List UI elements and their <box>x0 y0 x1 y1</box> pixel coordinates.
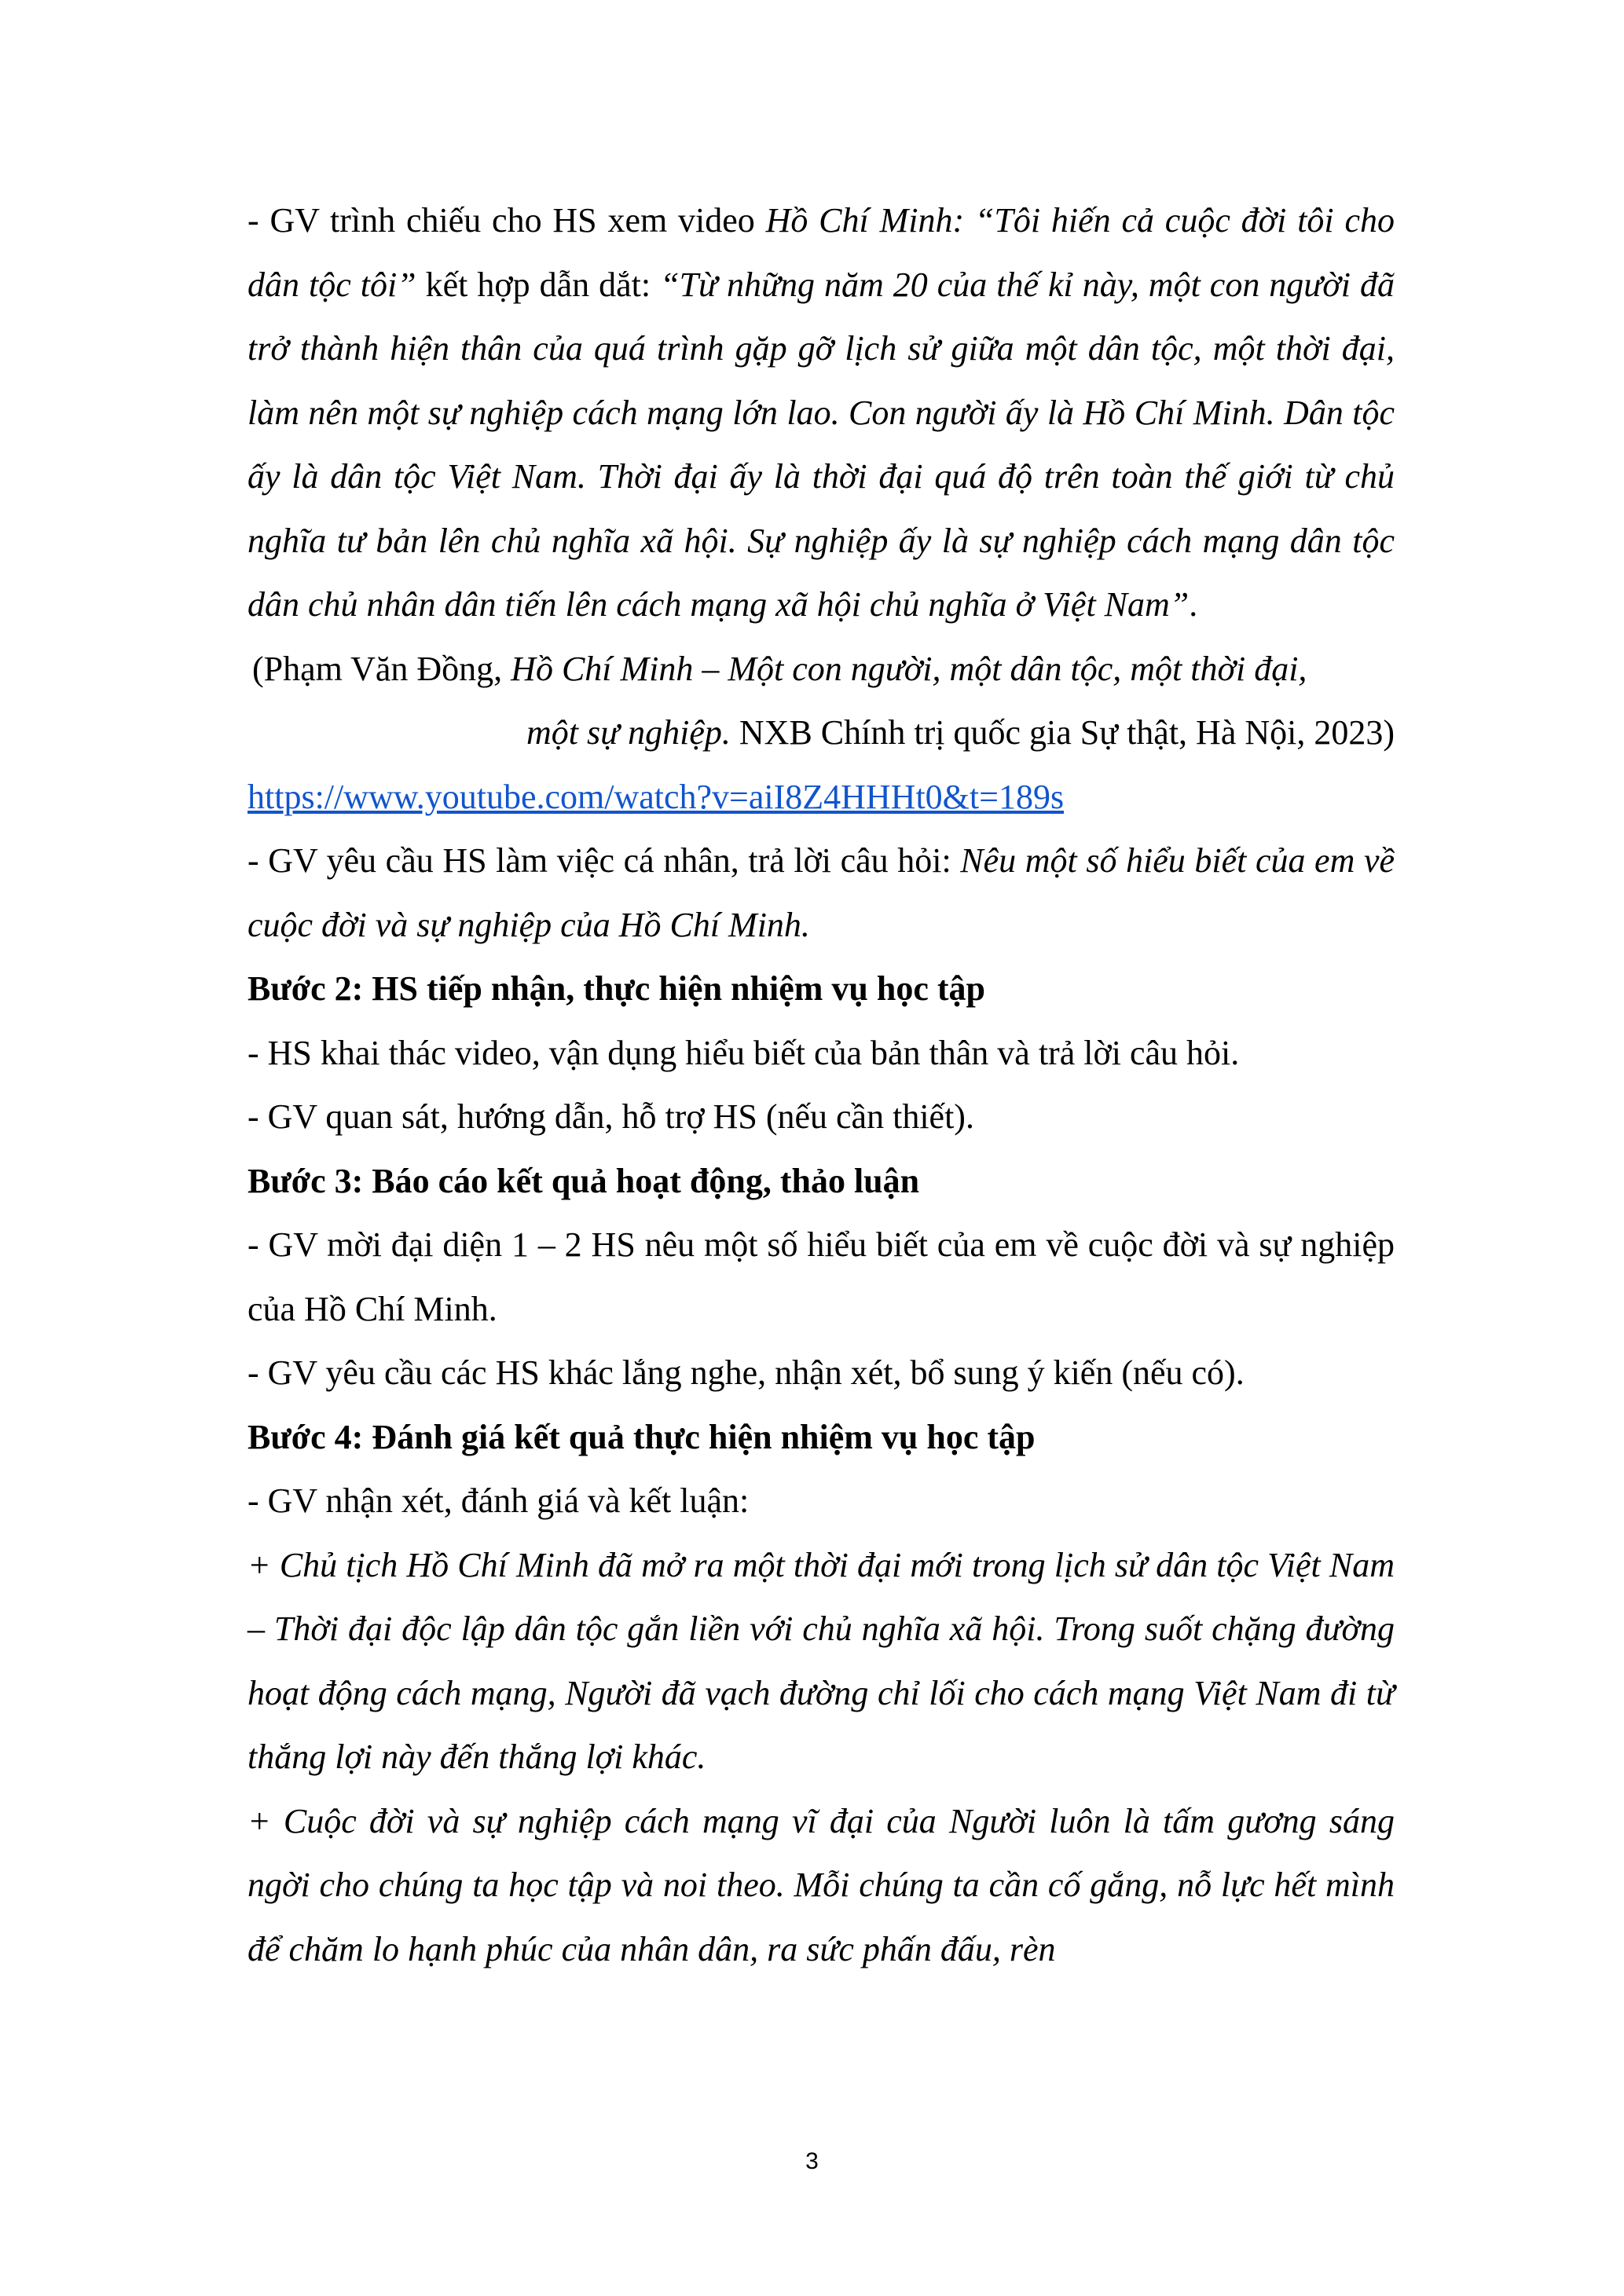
step-3-line-2: - GV yêu cầu các HS khác lắng nghe, nhận xét, bổ sung ý kiến (nếu có). <box>247 1353 1245 1392</box>
quote-text: “Từ những năm 20 của thế kỉ này, một con người đã trở thành hiện thân của quá trình gặp gỡ lịch sử giữa một dân tộc, một thời đại, làm nên một sự nghiệp cách mạng lớn lao. Con người ấy là Hồ Chí Minh. Dân tộc ấy là dân tộc Việt Nam. Thời đại ấy là thời đại quá độ trên toàn thế giới từ chủ nghĩa tư bản lên chủ nghĩa xã hội. Sự nghiệp ấy là sự nghiệp cách mạng dân tộc dân chủ nhân dân tiến lên cách mạng xã hội chủ nghĩa ở Việt Nam” <box>247 265 1395 624</box>
step-2-line-1: - HS khai thác video, vận dụng hiểu biết của bản thân và trả lời câu hỏi. <box>247 1033 1240 1072</box>
step-2-heading: Bước 2: HS tiếp nhận, thực hiện nhiệm vụ học tập <box>247 969 985 1008</box>
citation-line-2 <box>247 701 1395 765</box>
step-4-heading: Bước 4: Đánh giá kết quả thực hiện nhiệm vụ học tập <box>247 1417 1036 1456</box>
intro-paragraph <box>247 189 1395 637</box>
citation-publisher: NXB Chính trị quốc gia Sự thật, Hà Nội, 2023) <box>730 713 1395 752</box>
task-paragraph <box>247 829 1395 957</box>
conclusion-point-1: + Chủ tịch Hồ Chí Minh đã mở ra một thời đại mới trong lịch sử dân tộc Việt Nam – Thời đại độc lập dân tộc gắn liền với chủ nghĩa xã hội. Trong suốt chặng đường hoạt động cách mạng, Người đã vạch đường chỉ lối cho cách mạng Việt Nam đi từ thắng lợi này đến thắng lợi khác. <box>247 1545 1395 1776</box>
task-question: Nêu một số hiểu biết của em về cuộc đời và sự nghiệp của Hồ Chí Minh. <box>247 841 1395 944</box>
video-link[interactable]: https://www.youtube.com/watch?v=aiI8Z4HHHt0&t=189s <box>247 777 1065 816</box>
step-3-heading: Bước 3: Báo cáo kết quả hoạt động, thảo luận <box>247 1161 920 1200</box>
citation-line-1 <box>247 637 1395 701</box>
step-2-line-2: - GV quan sát, hướng dẫn, hỗ trợ HS (nếu cần thiết). <box>247 1097 974 1136</box>
citation-title-end: một sự nghiệp. <box>526 713 731 752</box>
task-text: - GV yêu cầu HS làm việc cá nhân, trả lời câu hỏi: <box>247 841 961 880</box>
quote-end: . <box>1189 585 1198 624</box>
page-number: 3 <box>805 2148 819 2174</box>
conclusion-point-2: + Cuộc đời và sự nghiệp cách mạng vĩ đại của Người luôn là tấm gương sáng ngời cho chúng ta học tập và noi theo. Mỗi chúng ta cần cố gắng, nỗ lực hết mình để chăm lo hạnh phúc của nhân dân, ra sức phấn đấu, rèn <box>247 1801 1395 1968</box>
intro-text: - GV trình chiếu cho HS xem video <box>247 201 766 240</box>
video-link-line <box>247 765 1395 829</box>
step-3-line-1: - GV mời đại diện 1 – 2 HS nêu một số hiểu biết của em về cuộc đời và sự nghiệp của Hồ Chí Minh. <box>247 1225 1395 1328</box>
intro-connector: kết hợp dẫn dắt: <box>416 265 661 304</box>
citation-title: Hồ Chí Minh – Một con người, một dân tộc, một thời đại, <box>511 649 1307 688</box>
page-content <box>247 189 1395 1981</box>
video-title: Hồ Chí Minh: “Tôi hiến cả cuộc đời tôi cho dân tộc tôi” <box>247 201 1395 304</box>
citation-author: (Phạm Văn Đồng, <box>252 649 511 688</box>
step-4-line-1: - GV nhận xét, đánh giá và kết luận: <box>247 1481 750 1520</box>
